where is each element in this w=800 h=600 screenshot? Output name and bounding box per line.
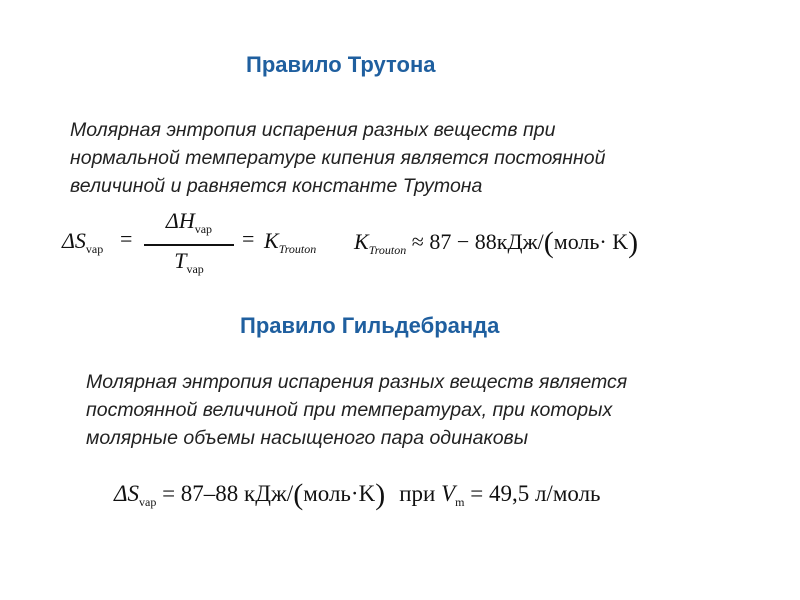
k-symbol: K: [354, 229, 369, 254]
unit-inner: моль· K: [553, 229, 629, 254]
text-line: нормальной температуре кипения является постоянной: [70, 147, 606, 169]
hildebrand-rule-text: [86, 368, 627, 452]
t-symbol: T: [174, 247, 187, 273]
vap-subscript: vap: [139, 495, 157, 509]
molar-volume-value: = 49,5 л/моль: [464, 481, 601, 506]
fraction-numerator: [144, 208, 234, 242]
delta-s-symbol: ΔS: [114, 481, 139, 506]
entropy-value: = 87–88 кДж/: [156, 481, 294, 506]
m-subscript: m: [455, 495, 465, 509]
trouton-constant-value-formula: [354, 226, 638, 260]
at-word: при: [399, 481, 436, 506]
fraction-denominator: [144, 248, 234, 282]
vap-subscript: vap: [85, 242, 104, 256]
text-line: Молярная энтропия испарения разных веществ при: [70, 119, 556, 141]
equals-sign: =: [120, 226, 133, 251]
entropy-term: [62, 228, 103, 257]
unit-start: кДж/: [496, 229, 544, 254]
vap-subscript: vap: [194, 222, 213, 236]
delta-h-symbol: ΔH: [165, 208, 195, 233]
enthalpy-fraction: [144, 208, 234, 282]
trouton-subscript: Trouton: [368, 243, 407, 257]
paren-open: (: [543, 226, 554, 259]
text-line: Молярная энтропия испарения разных веществ является: [86, 371, 628, 393]
trouton-rule-text: [70, 116, 605, 200]
trouton-subscript: Trouton: [278, 242, 317, 256]
trouton-rule-heading: Правило Трутона: [246, 52, 436, 77]
paren-close: ): [375, 478, 386, 511]
text-line: величиной и равняется константе Трутона: [70, 175, 483, 197]
vap-subscript: vap: [186, 261, 204, 276]
paren-close: ): [628, 226, 639, 259]
text-line: постоянной величиной при температурах, при которых: [86, 399, 613, 421]
approx-sign: ≈: [411, 229, 424, 254]
hildebrand-entropy-formula: [114, 478, 601, 512]
equals-sign: =: [242, 226, 255, 251]
k-symbol: K: [264, 228, 279, 253]
text-line: молярные объемы насыщеного пара одинаковы: [86, 427, 529, 449]
trouton-constant-term: [264, 228, 316, 257]
delta-s-symbol: ΔS: [62, 228, 86, 253]
unit-inner: моль·K: [303, 481, 376, 506]
hildebrand-rule-heading: Правило Гильдебранда: [240, 313, 500, 338]
paren-open: (: [293, 478, 304, 511]
v-symbol: V: [441, 481, 456, 506]
constant-value: 87 − 88: [429, 229, 497, 254]
fraction-bar: [144, 244, 234, 246]
